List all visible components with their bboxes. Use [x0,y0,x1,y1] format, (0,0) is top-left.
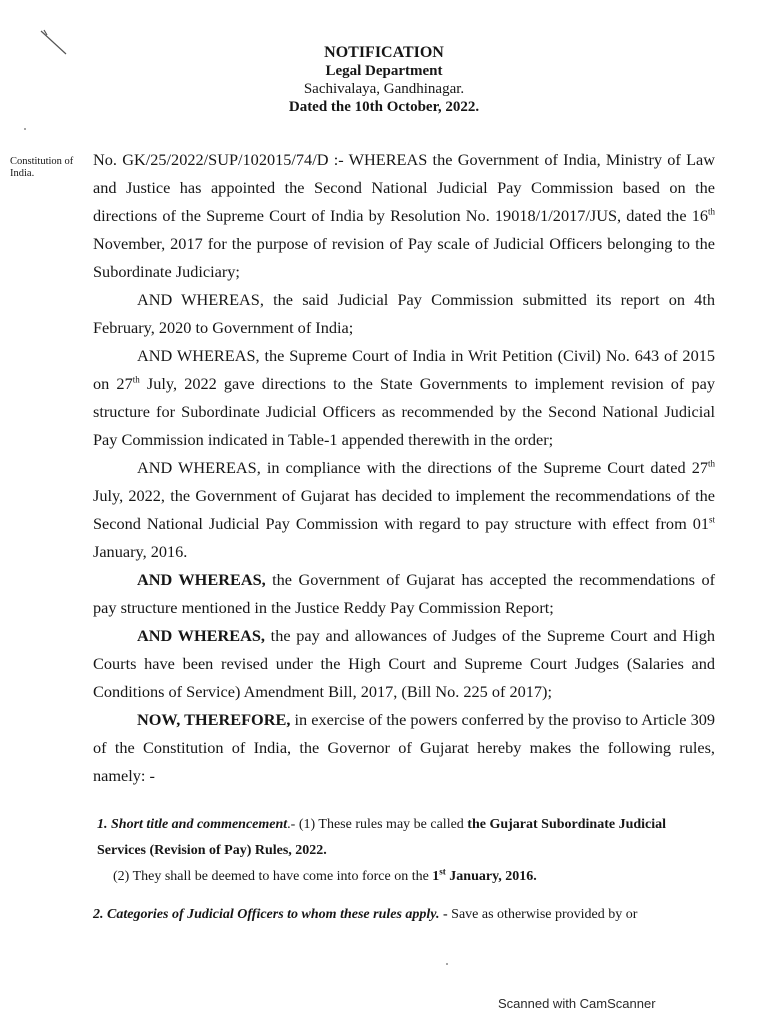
notification-header [0,44,768,116]
paragraph-text: January, 2016. [93,542,188,561]
whereas-paragraph [93,342,715,454]
scanner-watermark: Scanned with CamScanner [498,996,656,1011]
rule-1-clause-2 [97,864,717,890]
paragraph-text: in exercise of the powers conferred by the proviso to Article 309 of the Constitution of India, the Governor of Gujarat hereby makes the following rules, namely: - [93,710,715,785]
paragraph-text: July, 2022, the Government of Gujarat has decided to implement the recommendations of the Second National Judicial Pay Commission with regard to pay structure with effect from 01 [93,486,715,533]
paragraph-text: July, 2022 gave directions to the State Governments to implement revision of pay structure for Subordinate Judicial Officers as recommended by the Second National Judicial Pay Commission indicated in Table-1 appended therewith in the order; [93,374,715,449]
rules-name: the Gujarat Subordinate Judicial Services (Revision of Pay) Rules, 2022. [97,817,667,858]
ordinal-suffix: th [132,374,140,385]
office-location: Sachivalaya, Gandhinagar. [303,81,465,97]
speck [24,128,26,130]
whereas-paragraph: AND WHEREAS, the said Judicial Pay Commission submitted its report on 4th February, 2020 to Government of India; [93,290,715,337]
notification-title: NOTIFICATION [324,44,444,61]
notification-body [93,146,715,790]
whereas-paragraph [93,566,715,622]
now-therefore-paragraph [93,706,715,790]
paragraph-lead: NOW, THEREFORE, [137,710,291,729]
paragraph-text: November, 2017 for the purpose of revision of Pay scale of Judicial Officers belonging to the Subordinate Judiciary; [93,234,715,281]
notification-date: Dated the 10th October, 2022. [288,99,480,115]
whereas-paragraph [93,454,715,566]
rule-heading: 1. Short title and commencement [97,817,288,832]
ordinal-suffix: th [707,206,715,217]
rule-text: Save as otherwise provided by or [451,907,638,922]
department-name: Legal Department [325,63,443,79]
speck [446,963,448,965]
paragraph-text: AND WHEREAS, the Supreme Court of India in Writ Petition (Civil) No. 643 of 2015 on 27 [93,346,715,393]
whereas-paragraph [93,622,715,706]
paragraph-text: the Government of Gujarat has accepted the recommendations of pay structure mentioned in the Justice Reddy Pay Commission Report; [93,570,716,617]
paragraph-text: the pay and allowances of Judges of the Supreme Court and High Courts have been revised under the High Court and Supreme Court Judges (Salaries and Conditions of Service) Amendment Bill, 2017, (Bill No. 225 of 2017); [93,626,715,701]
rule-text: (2) They shall be deemed to have come into force on the [113,869,433,884]
commencement-day: 1 [432,869,440,884]
rule-2 [93,902,713,928]
preamble-paragraph [93,146,715,286]
rule-heading: 2. Categories of Judicial Officers to whom these rules apply. [93,907,440,922]
commencement-date: January, 2016. [445,869,537,884]
paragraph-lead: AND WHEREAS, [137,626,265,645]
ordinal-suffix: st [708,514,715,525]
rule-separator: - [439,907,452,922]
rule-separator: .- [287,817,299,832]
paragraph-text: No. GK/25/2022/SUP/102015/74/D :- WHEREAS the Government of India, Ministry of Law and Justice has appointed the Second National Judicial Pay Commission based on the directions of the Supreme Court of India by Resolution No. 19018/1/2017/JUS, dated the 16 [93,150,715,225]
rule-text: (1) These rules may be called [298,817,468,832]
rule-1 [97,812,717,890]
paragraph-text: AND WHEREAS, in compliance with the directions of the Supreme Court dated 27 [137,458,708,477]
rule-1-clause-1 [97,812,717,864]
margin-note: Constitution of India. [10,156,74,179]
ordinal-suffix: st [439,866,446,877]
paragraph-lead: AND WHEREAS, [137,570,266,589]
ordinal-suffix: th [707,458,715,469]
